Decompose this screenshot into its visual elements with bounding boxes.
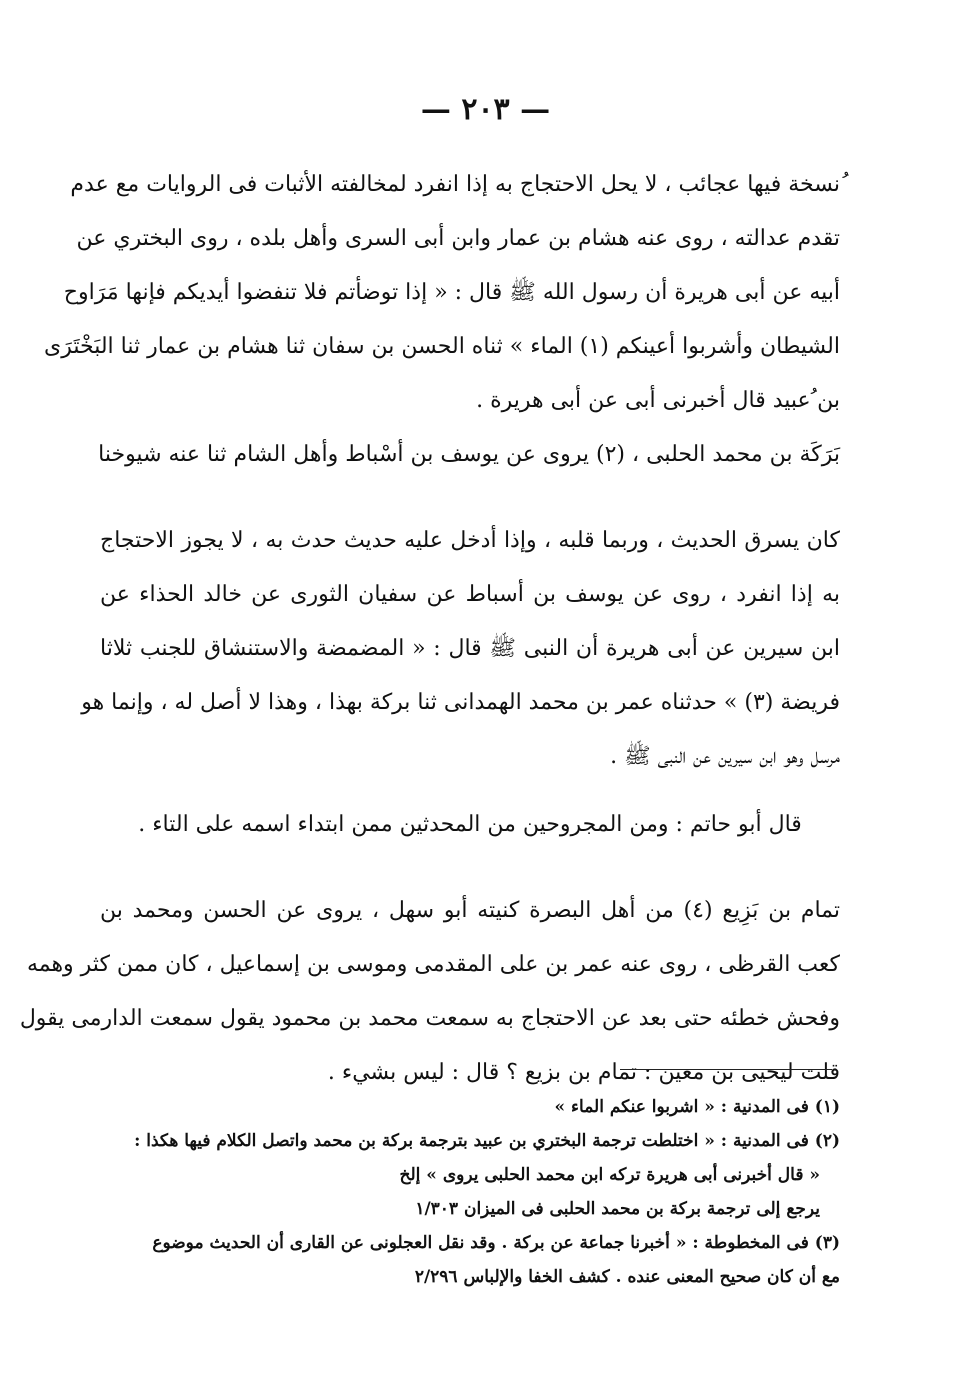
footnote-line: يرجع إلى ترجمة بركة بن محمد الحلبى فى الميزان ١/٣٠٣: [415, 1199, 820, 1219]
text-line: بن ُعبيد قال أخبرنى أبى عن أبى هريرة .: [476, 388, 840, 413]
text-line: وفحش خطئه حتى بعد عن الاحتجاج به سمعت محمد بن محمود يقول سمعت الدارمى يقول: [19, 1006, 840, 1031]
footnote-line: (٢) فى المدنية : « اختلطت ترجمة البختري بن عبيد بترجمة بركة بن محمد واتصل الكلام فيها هكذا :: [134, 1131, 840, 1151]
text-line: أبيه عن أبى هريرة أن رسول الله ﷺ قال : « إذا توضأتم فلا تنفضوا أيديكم فإنها مَرَاوح: [63, 280, 840, 305]
footnote-divider: [620, 1069, 832, 1070]
page-number: — ٢٠٣ —: [420, 92, 551, 127]
paragraph-bukhtari: [44, 158, 840, 428]
paragraph-baraka: [81, 514, 840, 784]
text-line: بَرَكَة بن محمد الحلبى ، (٢) يروى عن يوسف بن أسْباط وأهل الشام ثنا عنه شيوخنا: [98, 442, 840, 467]
text-line: الشيطان وأشربوا أعينكم (١) الماء » ثناه الحسن بن سفان ثنا هشام بن عمار ثنا البَخْتَرَى: [44, 334, 840, 359]
section-heading: قال أبو حاتم : ومن المجروحين من المحدثين ممن ابتداء اسمه على التاء .: [138, 812, 802, 837]
footnote-line: مع أن كان صحيح المعنى عنده . كشف الخفا والإلباس ٢/٢٩٦: [414, 1267, 840, 1287]
text-line: كان يسرق الحديث ، وربما قلبه ، وإذا أدخل عليه حديث حدث به ، لا يجوز الاحتجاج: [100, 528, 840, 553]
text-line: به إذا انفرد ، روى عن يوسف بن أسباط عن سفيان الثورى عن خالد الحذاء عن: [100, 582, 840, 607]
text-line: ُنسخة فيها عجائب ، لا يحل الاحتجاج به إذا انفرد لمخالفته الأثبات فى الروايات مع عدم: [70, 172, 840, 197]
footnote-line: (١) فى المدنية : « اشربوا عنكم الماء »: [554, 1097, 840, 1117]
paragraph-tammam: [19, 884, 841, 1100]
footnote-line: « قال أخبرنى أبى هريرة تركه ابن محمد الحلبى يروى » إلخ: [399, 1165, 820, 1185]
text-line: ابن سيرين عن أبى هريرة أن النبى ﷺ قال : « المضمضة والاستنشاق للجنب ثلاثا: [100, 636, 840, 661]
text-line: فريضة (٣) » حدثناه عمر بن محمد الهمدانى ثنا بركة بهذا ، وهذا لا أصل له ، وإنما هو: [81, 690, 840, 715]
text-line: قلت ليحيى بن معين : تمام بن بزيع ؟ قال : ليس بشيء .: [327, 1060, 840, 1085]
text-line: كعب القرظى ، روى عنه عمر بن على المقدمى وموسى بن إسماعيل ، كان ممن كثر وهمه: [26, 952, 840, 977]
section-heading-ta: [100, 798, 840, 852]
main-text: [19, 158, 841, 1100]
paragraph-baraka-heading: [100, 428, 840, 482]
text-line: مرسل وهو ابن سيرين عن النبى ﷺ .: [610, 744, 840, 769]
footnotes: [100, 1090, 840, 1294]
text-line: تمام بن بَزِيع (٤) من أهل البصرة كنيته أبو سهل ، يروى عن الحسن ومحمد بن: [100, 898, 841, 923]
text-line: تقدم عدالته ، روى عنه هشام بن عمار وابن أبى السرى وأهل بلده ، روى البختري عن: [76, 226, 840, 251]
footnote-line: (٣) فى المخطوطة : « أخبرنا جماعة عن بركة . وقد نقل العجلونى عن القارى أن الحديث موضوع: [152, 1233, 840, 1253]
